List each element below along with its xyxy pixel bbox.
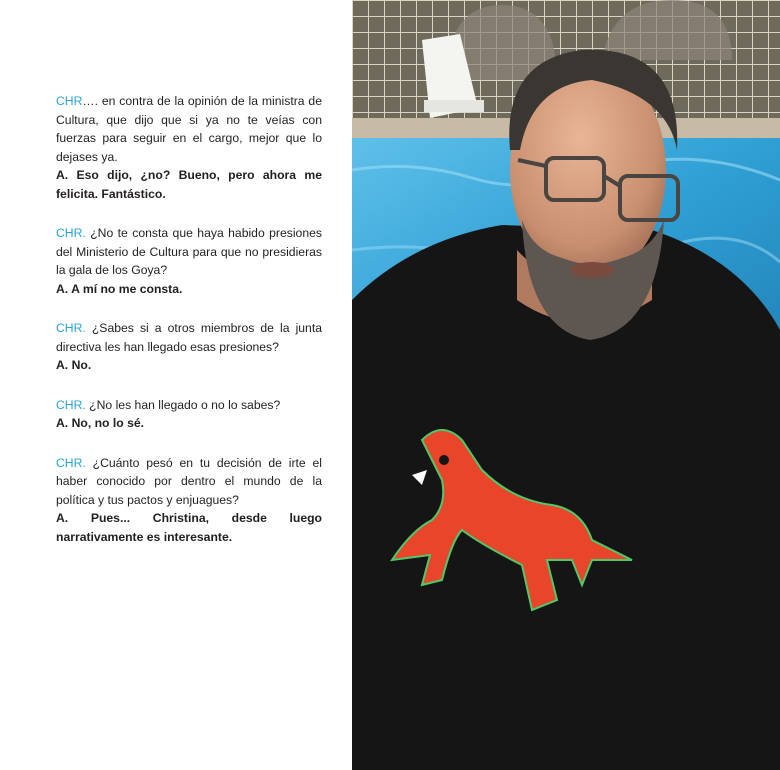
speaker-label: CHR. — [56, 397, 86, 412]
mouth — [570, 262, 614, 278]
answer: A. No, no lo sé. — [56, 416, 145, 430]
question-text: ¿No les han llegado o no lo sabes? — [85, 397, 281, 412]
speaker-label: CHR. — [56, 455, 86, 470]
qa-entry-5 — [56, 454, 322, 547]
speaker-label: CHR — [56, 94, 83, 108]
question — [56, 396, 322, 415]
lounge-chair-seat — [424, 100, 484, 112]
portrait-photo — [352, 0, 780, 770]
question — [56, 454, 322, 510]
answer: A. A mí no me consta. — [56, 281, 183, 296]
question-text: ¿Sabes si a otros miembros de la junta directiva les han llegado esas presiones? — [56, 321, 322, 354]
question — [56, 319, 322, 356]
speaker-label: CHR. — [56, 321, 86, 335]
question — [56, 224, 322, 280]
speaker-label: CHR. — [56, 226, 86, 240]
qa-entry-4 — [56, 396, 322, 433]
answer: A. No. — [56, 358, 92, 372]
question — [56, 92, 322, 166]
qa-entry-2 — [56, 224, 322, 298]
answer: A. Pues... Christina, desde luego narrativamente es interesante. — [56, 511, 322, 544]
qa-entry-1 — [56, 92, 322, 203]
answer: A. Eso dijo, ¿no? Bueno, pero ahora me felicita. Fantástico. — [56, 168, 322, 201]
question-text: ¿No te consta que haya habido presiones del Ministerio de Cultura para que no presidieras la gala de los Goya? — [56, 226, 322, 277]
interview-text — [56, 92, 322, 567]
portrait-illustration — [352, 0, 780, 770]
question-text: …. en contra de la opinión de la ministra de Cultura, que dijo que si ya no te veías con fuerzas para seguir en el cargo, mejor que lo dejases ya. — [56, 94, 322, 164]
question-text: ¿Cuánto pesó en tu decisión de irte el haber conocido por dentro el mundo de la política y tus pactos y enjuagues? — [56, 455, 322, 507]
qa-entry-3 — [56, 319, 322, 375]
